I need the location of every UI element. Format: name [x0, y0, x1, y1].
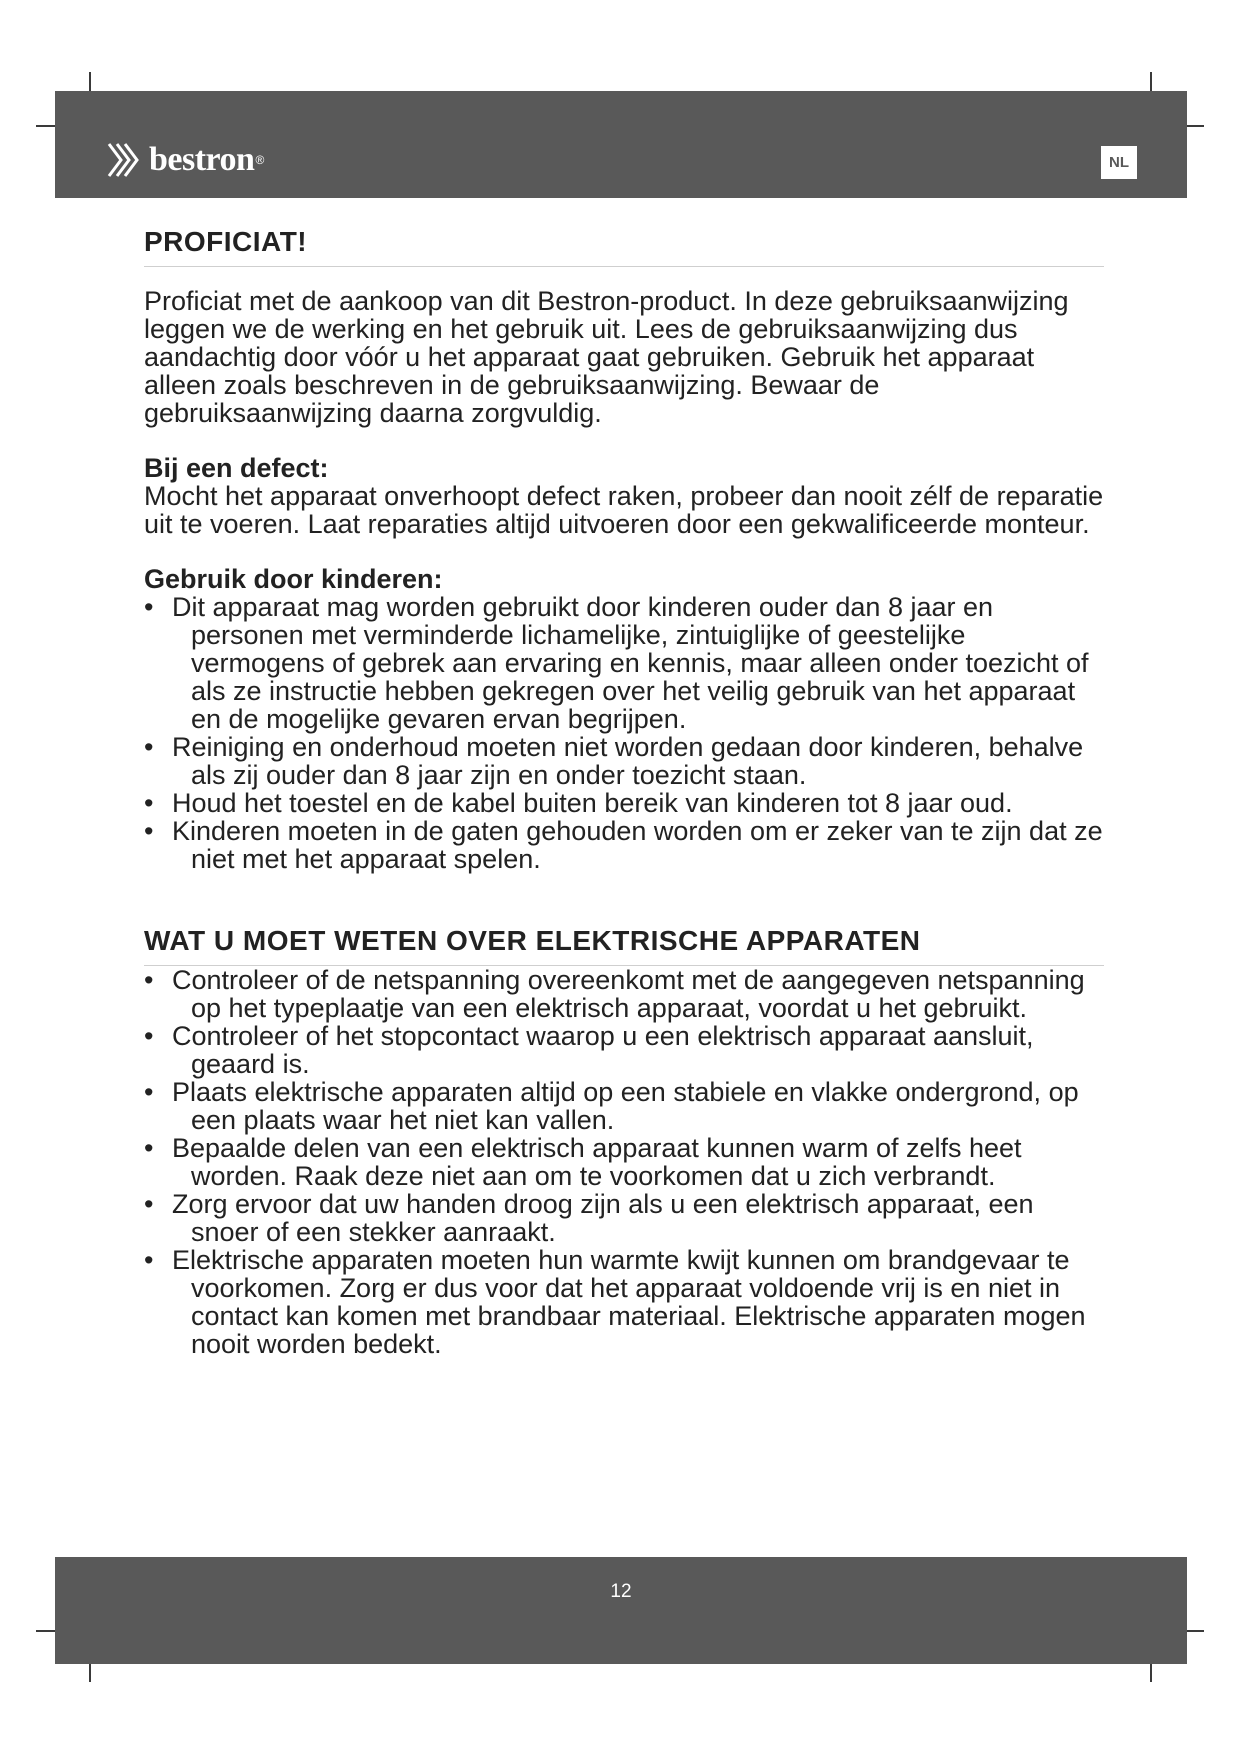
section-title-electrical: WAT U MOET WETEN OVER ELEKTRISCHE APPARATEN — [144, 925, 1104, 966]
registered-mark: ® — [255, 153, 265, 167]
page-number: 12 — [610, 1581, 632, 1602]
electrical-section — [144, 925, 1104, 1358]
language-badge: NL — [1101, 146, 1137, 179]
list-item: • Bepaalde delen van een elektrisch apparaat kunnen warm of zelfs heet worden. Raak deze niet aan om te voorkomen dat u zich verbrandt. — [144, 1134, 1104, 1190]
list-item: • Zorg ervoor dat uw handen droog zijn als u een elektrisch apparaat, een snoer of een stekker aanraakt. — [144, 1190, 1104, 1246]
electrical-list — [144, 966, 1104, 1358]
list-item: • Reiniging en onderhoud moeten niet worden gedaan door kinderen, behalve als zij ouder dan 8 jaar zijn en onder toezicht staan. — [144, 733, 1104, 789]
list-item: • Dit apparaat mag worden gebruikt door kinderen ouder dan 8 jaar en personen met verminderde lichamelijke, zintuiglijke of geestelijke vermogens of gebrek aan ervaring en kennis, maar alleen onder toezicht of als ze instructie hebben gekregen over het veilig gebruik van het apparaat en de mogelijke gevaren ervan begrijpen. — [144, 593, 1104, 733]
list-item: • Plaats elektrische apparaten altijd op een stabiele en vlakke ondergrond, op een plaats waar het niet kan vallen. — [144, 1078, 1104, 1134]
page-header — [55, 91, 1187, 198]
defect-heading: Bij een defect: — [144, 453, 329, 483]
list-item: • Houd het toestel en de kabel buiten bereik van kinderen tot 8 jaar oud. — [144, 789, 1104, 817]
brand-logo — [105, 141, 264, 179]
list-item: • Controleer of het stopcontact waarop u een elektrisch apparaat aansluit, geaard is. — [144, 1022, 1104, 1078]
brand-name: bestron — [149, 141, 255, 178]
defect-paragraph: Mocht het apparaat onverhoopt defect raken, probeer dan nooit zélf de reparatie uit te voeren. Laat reparaties altijd uitvoeren door een gekwalificeerde monteur. — [144, 481, 1104, 539]
list-item: • Elektrische apparaten moeten hun warmte kwijt kunnen om brandgevaar te voorkomen. Zorg er dus voor dat het apparaat voldoende vrij is en niet in contact kan komen met brandbaar materiaal. Elektrische apparaten mogen nooit worden bedekt. — [144, 1246, 1104, 1358]
chevron-logo-icon — [105, 142, 141, 178]
page-footer — [55, 1557, 1187, 1664]
list-item: • Controleer of de netspanning overeenkomt met de aangegeven netspanning op het typeplaatje van een elektrisch apparaat, voordat u het gebruikt. — [144, 966, 1104, 1022]
section-title-congrats: PROFICIAT! — [144, 226, 1104, 267]
intro-paragraph: Proficiat met de aankoop van dit Bestron-product. In deze gebruiksaanwijzing leggen we de werking en het gebruik uit. Lees de gebruiksaanwijzing dus aandachtig door vóór u het apparaat gaat gebruiken. Gebruik het apparaat alleen zoals beschreven in de gebruiksaanwijzing. Bewaar de gebruiksaanwijzing daarna zorgvuldig. — [144, 286, 1069, 428]
page-content — [144, 226, 1104, 1358]
children-heading: Gebruik door kinderen: — [144, 564, 443, 594]
list-item: • Kinderen moeten in de gaten gehouden worden om er zeker van te zijn dat ze niet met het apparaat spelen. — [144, 817, 1104, 873]
children-list — [144, 593, 1104, 873]
